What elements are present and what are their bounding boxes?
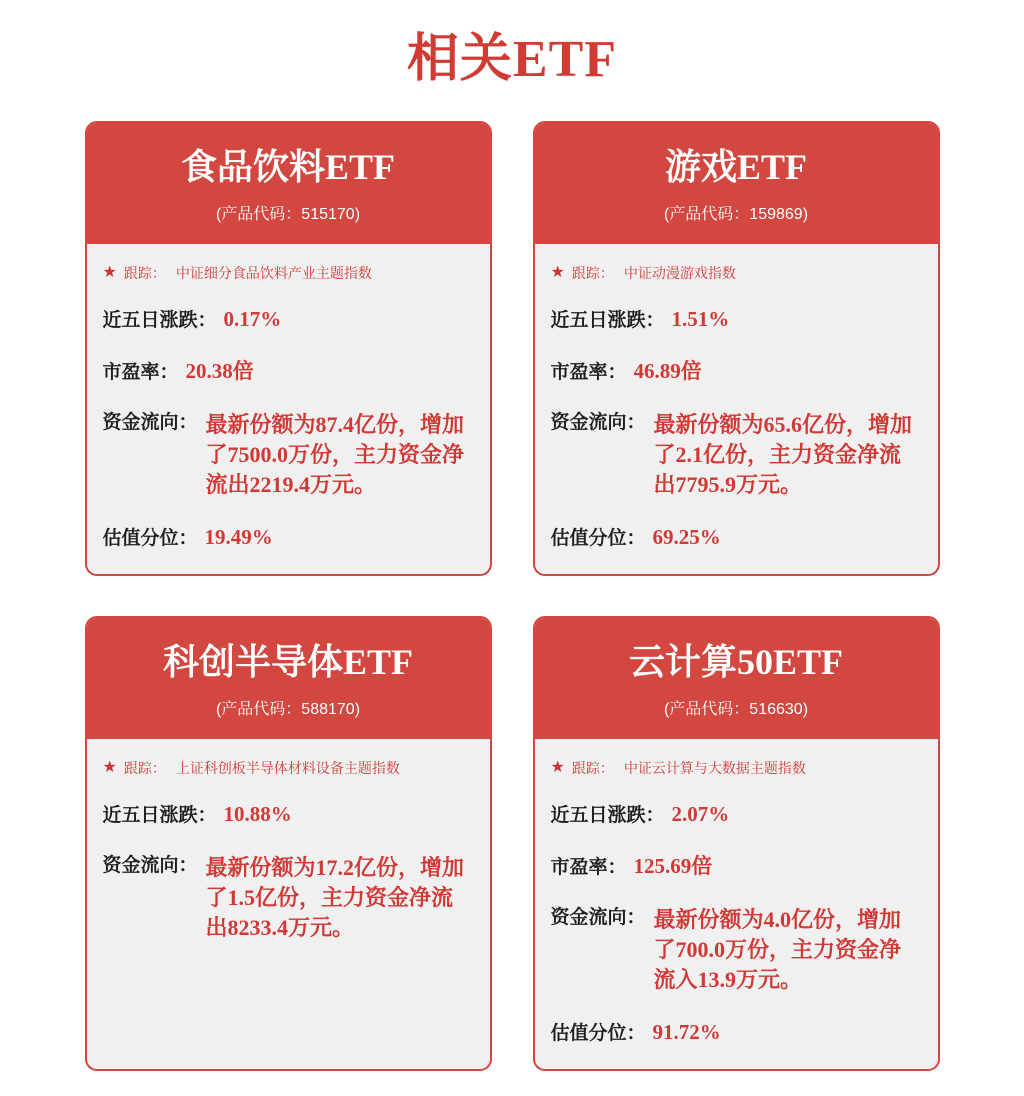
metric-value: 最新份额为17.2亿份，增加了1.5亿份，主力资金净流出8233.4万元。	[205, 855, 465, 940]
metric-row-change	[551, 306, 922, 334]
card-product-code: (产品代码：588170)	[215, 701, 361, 718]
metric-label: 市盈率：	[102, 362, 179, 383]
metric-row-change	[551, 801, 922, 829]
metric-value: 2.07%	[671, 802, 730, 826]
metric-value: 125.69倍	[633, 854, 713, 878]
metric-value: 46.89倍	[633, 359, 702, 383]
card-title: 云计算50ETF	[628, 642, 843, 682]
metric-row-change	[103, 306, 474, 334]
metric-label: 市盈率：	[550, 857, 627, 878]
metric-label: 近五日涨跌：	[550, 310, 665, 331]
metric-row-pe	[551, 853, 922, 881]
track-row	[103, 264, 474, 282]
etf-card-food-beverage	[85, 121, 492, 576]
metric-row-valuation	[103, 524, 474, 552]
track-label: 跟踪：	[123, 265, 166, 281]
star-icon: ★	[102, 264, 117, 281]
etf-card-star-semiconductor	[85, 616, 492, 1071]
track-label: 跟踪：	[571, 265, 614, 281]
star-icon: ★	[550, 264, 565, 281]
metric-label: 资金流向：	[102, 855, 198, 876]
card-title: 食品饮料ETF	[180, 147, 395, 187]
etf-cards-grid	[0, 121, 1024, 1071]
metric-row-fund-flow	[103, 853, 474, 943]
track-index: 中证细分食品饮料产业主题指数	[175, 265, 372, 281]
card-header	[535, 618, 938, 739]
page-title: 相关ETF	[406, 31, 618, 88]
star-icon: ★	[102, 759, 117, 776]
metric-label: 估值分位：	[102, 528, 198, 549]
track-row	[551, 264, 922, 282]
metric-label: 近五日涨跌：	[102, 310, 217, 331]
metric-label: 近五日涨跌：	[550, 805, 665, 826]
track-row	[103, 759, 474, 777]
metric-label: 近五日涨跌：	[102, 805, 217, 826]
card-title: 科创半导体ETF	[162, 642, 413, 682]
card-header	[87, 123, 490, 244]
track-index: 中证云计算与大数据主题指数	[623, 760, 806, 776]
metric-label: 资金流向：	[550, 907, 646, 928]
metric-row-pe	[551, 358, 922, 386]
track-label: 跟踪：	[123, 760, 166, 776]
track-row	[551, 759, 922, 777]
card-header	[87, 618, 490, 739]
metric-value: 19.49%	[204, 525, 273, 549]
metric-value: 0.17%	[223, 307, 282, 331]
card-product-code: (产品代码：159869)	[663, 206, 809, 223]
metric-label: 资金流向：	[102, 412, 198, 433]
metric-label: 市盈率：	[550, 362, 627, 383]
metric-row-valuation	[551, 524, 922, 552]
track-label: 跟踪：	[571, 760, 614, 776]
star-icon: ★	[550, 759, 565, 776]
metric-row-change	[103, 801, 474, 829]
metric-value: 91.72%	[652, 1020, 721, 1044]
metric-value: 最新份额为65.6亿份，增加了2.1亿份，主力资金净流出7795.9万元。	[653, 412, 913, 497]
metric-row-fund-flow	[551, 410, 922, 500]
metric-row-fund-flow	[103, 410, 474, 500]
card-product-code: (产品代码：516630)	[663, 701, 809, 718]
card-body	[87, 739, 490, 1069]
card-header	[535, 123, 938, 244]
card-body	[87, 244, 490, 574]
metric-value: 最新份额为87.4亿份，增加了7500.0万份，主力资金净流出2219.4万元。	[205, 412, 465, 497]
track-index: 上证科创板半导体材料设备主题指数	[175, 760, 400, 776]
metric-label: 估值分位：	[550, 528, 646, 549]
card-product-code: (产品代码：515170)	[215, 206, 361, 223]
metric-value: 69.25%	[652, 525, 721, 549]
metric-row-pe	[103, 358, 474, 386]
card-title: 游戏ETF	[664, 147, 807, 187]
metric-value: 1.51%	[671, 307, 730, 331]
card-body	[535, 244, 938, 574]
etf-card-gaming	[533, 121, 940, 576]
etf-card-cloud-computing	[533, 616, 940, 1071]
metric-label: 资金流向：	[550, 412, 646, 433]
metric-row-fund-flow	[551, 905, 922, 995]
metric-value: 20.38倍	[185, 359, 254, 383]
track-index: 中证动漫游戏指数	[623, 265, 736, 281]
metric-value: 最新份额为4.0亿份，增加了700.0万份，主力资金净流入13.9万元。	[653, 907, 902, 992]
metric-value: 10.88%	[223, 802, 292, 826]
metric-row-valuation	[551, 1019, 922, 1047]
metric-label: 估值分位：	[550, 1023, 646, 1044]
card-body	[535, 739, 938, 1069]
